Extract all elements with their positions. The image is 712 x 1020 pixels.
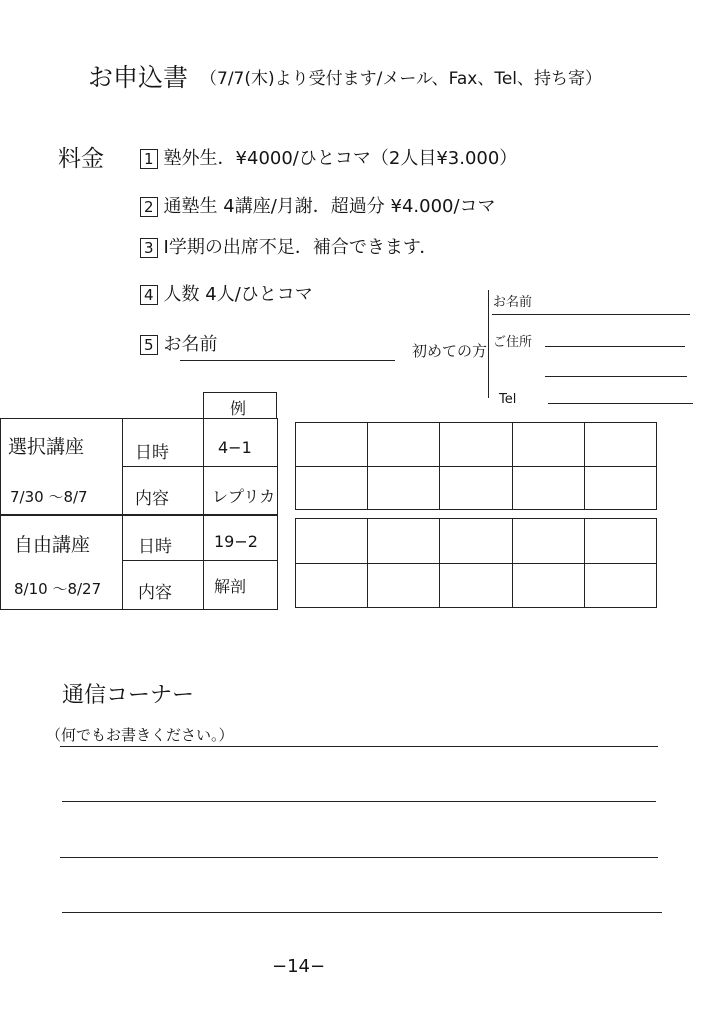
course-name: 自由講座: [14, 534, 91, 556]
entry-cell[interactable]: [584, 423, 656, 467]
name-label: お名前: [163, 334, 218, 355]
entry-cell[interactable]: [296, 466, 368, 510]
entry-cell[interactable]: [512, 466, 584, 510]
fee-item-number: 1: [140, 149, 158, 169]
entry-cell[interactable]: [584, 466, 656, 510]
first-timer-address-label: ご住所: [493, 335, 533, 350]
entry-cell[interactable]: [368, 563, 440, 608]
course-table-col-divider: [122, 418, 123, 610]
entry-cell[interactable]: [512, 563, 584, 608]
course-name: 選択講座: [8, 436, 85, 458]
first-timer-address-field[interactable]: [545, 346, 685, 347]
content-example: レプリカ: [212, 487, 276, 506]
fee-item-3: [140, 233, 437, 259]
selective-course-entry-grid: [295, 422, 657, 510]
fee-item-text: 人数 4人/ひとコマ: [163, 284, 313, 305]
course-table-col-divider: [203, 418, 204, 610]
entry-cell[interactable]: [440, 563, 512, 608]
first-timer-name-field[interactable]: [492, 314, 690, 315]
first-timer-label: 初めての方: [412, 342, 488, 360]
fee-item-number: 2: [140, 197, 158, 217]
entry-cell[interactable]: [584, 563, 656, 608]
example-header: 例: [230, 399, 247, 418]
fee-item-number: 4: [140, 285, 158, 305]
entry-cell[interactable]: [368, 423, 440, 467]
example-header-cell: [203, 392, 277, 419]
form-subtitle: （7/7(木)より受付ます/メール、Fax、Tel、持ち寄）: [200, 69, 603, 89]
course-period: 8/10 〜8/27: [14, 580, 102, 598]
correspondence-line[interactable]: [62, 801, 656, 802]
name-field-line[interactable]: [180, 360, 395, 361]
entry-cell[interactable]: [296, 423, 368, 467]
datetime-example: 19−2: [214, 532, 258, 551]
fee-item-1: [140, 144, 517, 170]
datetime-label: 日時: [138, 537, 172, 557]
first-timer-tel-field[interactable]: [548, 403, 693, 404]
fees-label: 料金: [58, 146, 104, 172]
first-timer-name-label: お名前: [493, 295, 533, 310]
entry-cell[interactable]: [296, 563, 368, 608]
fee-item-4: [140, 280, 313, 306]
page-number: −14−: [272, 956, 326, 977]
course-table-mid-divider: [122, 466, 277, 467]
fee-item-text: 通塾生 4講座/月謝．超過分 ¥4.000/コマ: [163, 196, 496, 217]
fee-item-text: I学期の出席不足．補合できます．: [163, 237, 438, 258]
entry-cell[interactable]: [440, 519, 512, 564]
course-table-row-divider: [0, 514, 278, 516]
fee-item-number: 3: [140, 238, 158, 258]
correspondence-line[interactable]: [60, 746, 658, 747]
fee-item-2: [140, 192, 496, 218]
content-label: 内容: [135, 489, 169, 509]
first-timer-address-field-2[interactable]: [545, 376, 687, 377]
course-period: 7/30 〜8/7: [10, 488, 88, 506]
content-label: 内容: [138, 583, 172, 603]
form-title: お申込書: [88, 63, 189, 92]
entry-cell[interactable]: [368, 466, 440, 510]
correspondence-note: （何でもお書きください。）: [46, 726, 234, 744]
entry-cell[interactable]: [584, 519, 656, 564]
fee-item-number: 5: [140, 335, 158, 355]
correspondence-line[interactable]: [60, 857, 658, 858]
fee-item-text: 塾外生．¥4000/ひとコマ（2人目¥3.000）: [163, 148, 518, 169]
course-table-mid-divider: [122, 560, 277, 561]
free-course-entry-grid: [295, 518, 657, 608]
correspondence-line[interactable]: [62, 912, 662, 913]
correspondence-title: 通信コーナー: [62, 683, 195, 708]
entry-cell[interactable]: [368, 519, 440, 564]
entry-cell[interactable]: [512, 519, 584, 564]
entry-cell[interactable]: [296, 519, 368, 564]
datetime-label: 日時: [135, 443, 169, 463]
first-timer-tel-label: Tel: [499, 392, 517, 407]
datetime-example: 4−1: [218, 438, 252, 457]
first-timer-bracket: [488, 290, 489, 398]
entry-cell[interactable]: [440, 466, 512, 510]
entry-cell[interactable]: [512, 423, 584, 467]
entry-cell[interactable]: [440, 423, 512, 467]
fee-item-5: [140, 330, 218, 356]
content-example: 解剖: [214, 577, 247, 596]
